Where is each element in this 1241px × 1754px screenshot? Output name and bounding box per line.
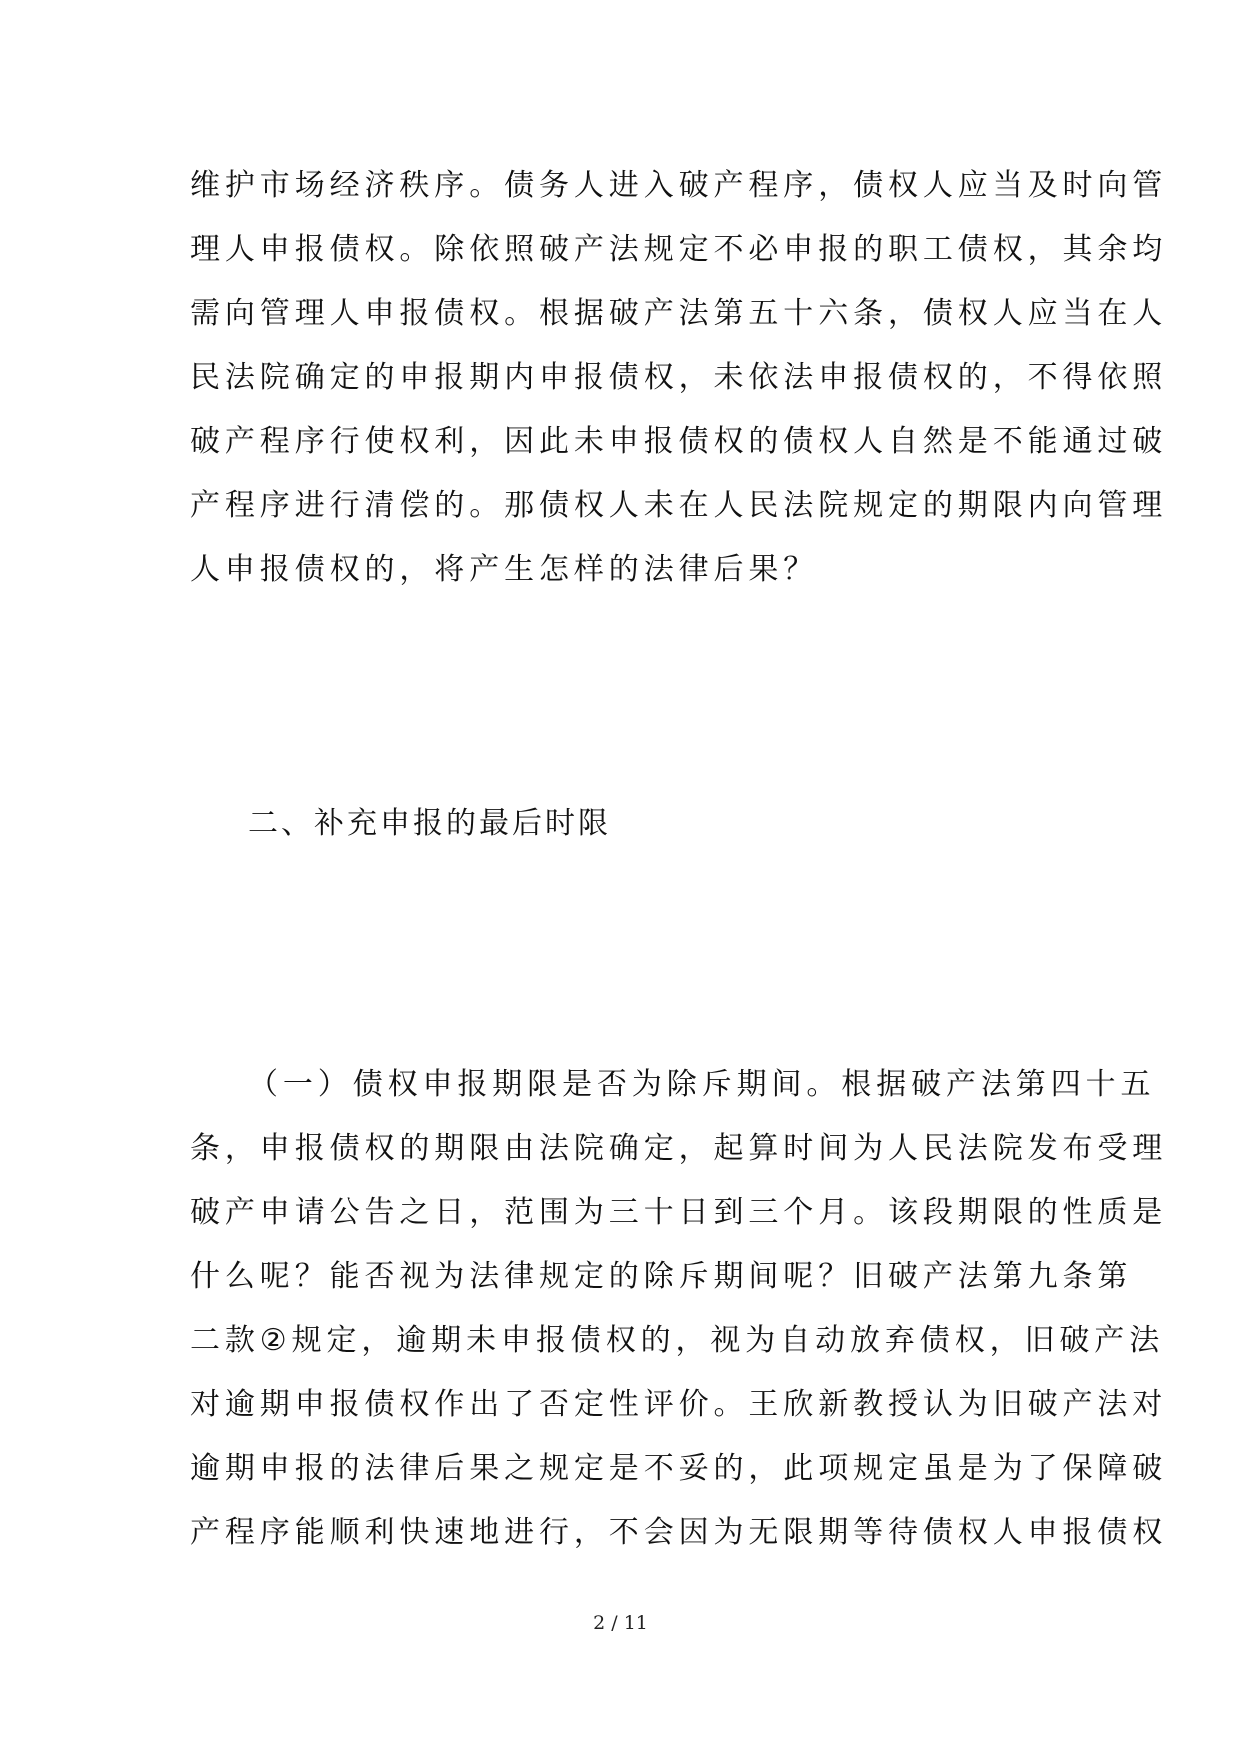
text-line: 破产程序行使权利，因此未申报债权的债权人自然是不能通过破: [190, 424, 1168, 459]
page-number: 2 / 11: [593, 1612, 648, 1634]
section-heading: [190, 792, 1060, 856]
section-heading-text: 二、补充申报的最后时限: [248, 806, 611, 841]
text-line: 条，申报债权的期限由法院确定，起算时间为人民法院发布受理: [190, 1131, 1168, 1166]
text-line: 什么呢？能否视为法律规定的除斥期间呢？旧破产法第九条第: [190, 1259, 1133, 1294]
text-line: 对逾期申报债权作出了否定性评价。王欣新教授认为旧破产法对: [190, 1387, 1168, 1422]
text-line: 民法院确定的申报期内申报债权，未依法申报债权的，不得依照: [190, 360, 1168, 395]
text-line: 理人申报债权。除依照破产法规定不必申报的职工债权，其余均: [190, 232, 1168, 267]
text-line: 破产申请公告之日，范围为三十日到三个月。该段期限的性质是: [190, 1195, 1168, 1230]
text-line: 需向管理人申报债权。根据破产法第五十六条，债权人应当在人: [190, 296, 1168, 331]
text-line: 产程序进行清偿的。那债权人未在人民法院规定的期限内向管理: [190, 488, 1168, 523]
text-line: 二款②规定，逾期未申报债权的，视为自动放弃债权，旧破产法: [190, 1323, 1165, 1358]
body-paragraph-1: [190, 154, 1168, 602]
body-paragraph-2: [190, 1053, 1168, 1565]
text-line: 产程序能顺利快速地进行，不会因为无限期等待债权人申报债权: [190, 1515, 1168, 1550]
text-line: 维护市场经济秩序。债务人进入破产程序，债权人应当及时向管: [190, 168, 1168, 203]
text-line: 人申报债权的，将产生怎样的法律后果？: [190, 552, 819, 587]
text-line: 逾期申报的法律后果之规定是不妥的，此项规定虽是为了保障破: [190, 1451, 1168, 1486]
text-line: （一）债权申报期限是否为除斥期间。根据破产法第四十五: [248, 1067, 1156, 1102]
